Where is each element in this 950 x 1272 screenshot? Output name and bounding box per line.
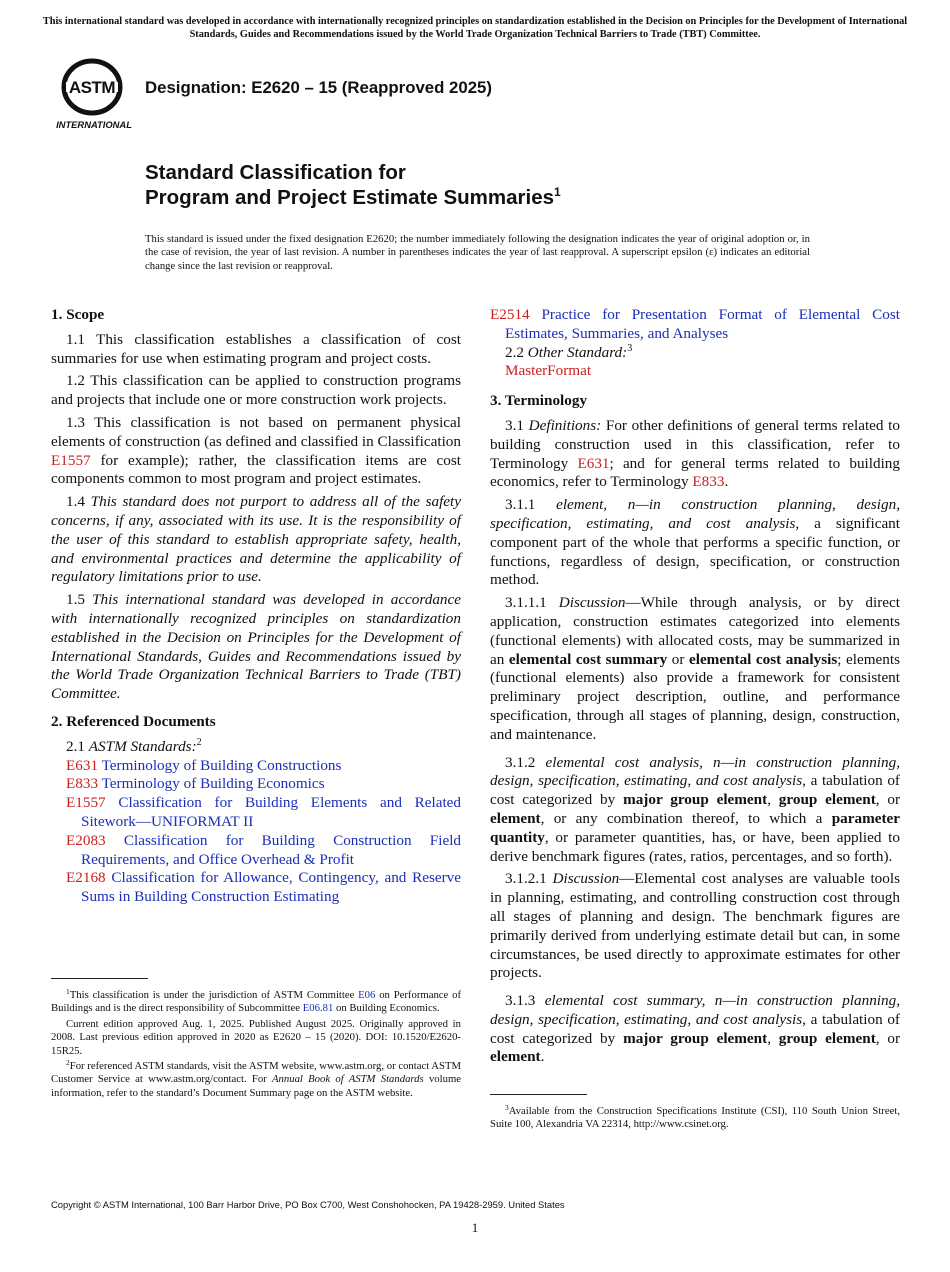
copyright-line: Copyright © ASTM International, 100 Barr Harbor Drive, PO Box C700, West Conshohocken, PA 19428-2959. United States — [51, 1199, 565, 1210]
paragraph-1-5 — [51, 591, 461, 704]
text: , — [767, 791, 779, 809]
logo-letters: ASTM — [68, 78, 116, 97]
footnote-rule-right — [490, 1094, 587, 1095]
title-line-1: Standard Classification for — [145, 161, 406, 184]
text: , or parameter quantities, has, or have, been applied to derive benchmark figures (rates, ratios, percentages, and so forth). — [490, 828, 900, 865]
paragraph-3-1-3 — [490, 992, 900, 1067]
paragraph-3-1-2 — [490, 754, 900, 867]
text: or — [667, 650, 689, 668]
footnote-3 — [490, 1105, 900, 1132]
page-number: 1 — [471, 1220, 479, 1235]
paragraph-1-1: 1.1 This classification establishes a classification of cost summaries for use when estimating program and project costs. — [51, 330, 461, 367]
link-e833[interactable]: E833 — [692, 473, 725, 491]
section-heading-scope: 1. Scope — [51, 306, 105, 323]
ref-title-link[interactable]: Terminology of Building Constructions — [101, 756, 342, 774]
text: Other Standard: — [527, 343, 628, 361]
text: —Elemental cost analyses are valuable tools in planning, estimating, and controlling construction cost through all stages of planning and design. The benchmark figures are primarily derived from underlying estimate detail but can, in some circumstances, be used directly to approximate estimates for other projects. — [490, 870, 900, 982]
text: , a tabulation of cost categorized by — [490, 1010, 900, 1047]
text: 3.1.1 — [505, 496, 557, 514]
bold-term: elemental cost summary — [508, 650, 668, 668]
text: 2.2 — [505, 343, 528, 361]
text: for example); rather, the classification items are cost components common to most program and project estimates. — [51, 451, 461, 488]
text: 1.4 — [66, 493, 91, 511]
text: 1.5 — [66, 591, 93, 609]
text: , or any combination thereof, to which a — [540, 809, 832, 827]
ref-code-link[interactable]: E833 — [66, 775, 99, 793]
ref-code-link[interactable]: E1557 — [66, 794, 106, 812]
title-line-2 — [145, 185, 561, 210]
text: 3.1.3 — [505, 992, 545, 1010]
text: 1.3 This classification is not based on permanent physical elements of construction (as defined and classified in Classification — [51, 413, 461, 450]
ref-item — [475, 306, 900, 344]
text: 3.1.1.1 — [505, 594, 559, 612]
bold-term: element — [490, 809, 541, 827]
text: 3.1.2 — [505, 753, 546, 771]
footnote-mark: 3 — [505, 1103, 509, 1112]
footnote-1 — [51, 989, 461, 1016]
link-e06-81[interactable]: E06.81 — [302, 1002, 334, 1015]
ref-code-link[interactable]: E2168 — [66, 869, 106, 887]
title-footnote-mark: 1 — [554, 185, 561, 199]
issuance-note: This standard is issued under the fixed designation E2620; the number immediately following the designation indicates the year of original adoption or, in the case of revision, the year of last revision. A number in parentheses indicates the year of last reapproval. A superscript epsilon (ε) indicates an editorial change since the last revision or reapproval. — [145, 233, 810, 272]
text: For referenced ASTM standards, visit the ASTM website, www.astm.org, or contact ASTM Customer Service at www.astm.org/contact. For — [51, 1060, 461, 1086]
paragraph-3-1-2-1 — [490, 870, 900, 983]
ref-code-link[interactable]: E631 — [66, 756, 99, 774]
text: , or — [875, 791, 901, 809]
section-heading-referenced: 2. Referenced Documents — [51, 712, 216, 730]
ref-item — [51, 832, 461, 870]
text: ; elements (functional elements) also provide a framework for consistent preliminary project description, outline, and performance specification, through all stages of planning, design, construction, and maintenance. — [490, 650, 900, 743]
document-title — [145, 160, 561, 210]
ref-item — [51, 869, 461, 907]
paragraph-1-4 — [51, 493, 461, 587]
left-column — [51, 306, 461, 907]
text: , or — [875, 1029, 901, 1047]
header-notice: This international standard was developed in accordance with internationally recognized principles on standardization established in the Decision on Principles for the Development of International Standards, Guides and Recommendations issued by the World Trade Organization Technical Barriers to Trade (TBT) Committee. — [42, 16, 908, 40]
text: For other definitions of general terms related to building construction used in this classification, refer to Terminology — [490, 416, 900, 472]
ref-item — [51, 775, 461, 794]
footnote-mark: 3 — [627, 342, 633, 354]
footnote-mark: 1 — [66, 987, 70, 996]
footnotes-right — [490, 1105, 900, 1134]
ref-code-link[interactable]: E2514 — [490, 306, 530, 323]
text: , a significant component part of the whole that performs a specific function, or functions, regardless of design, specification, or construction method. — [490, 514, 900, 589]
bold-term: elemental cost analysis — [688, 650, 838, 668]
designation: Designation: E2620 – 15 (Reapproved 2025) — [145, 78, 492, 97]
text: ; and for general terms related to building economics, refer to Terminology — [490, 454, 900, 491]
text: , — [767, 1029, 779, 1047]
ref-title-link[interactable]: Classification for Building Construction Field Requirements, and Office Overhead & Profit — [81, 831, 462, 868]
astm-standards-label — [51, 738, 461, 757]
footnote-mark: 2 — [66, 1058, 70, 1068]
bold-term: major group element — [623, 791, 768, 809]
text: Discussion — [552, 870, 620, 888]
text: Annual Book of ASTM Standards — [272, 1073, 424, 1086]
text: This international standard was developed in accordance with internationally recognized principles on standardization established in the Decision on Principles for the Development of International Standards, Guides and Recommendations issued by the World Trade Organization Technical Barriers to Trade (TBT) Committee. — [51, 591, 462, 703]
link-masterformat[interactable]: MasterFormat — [505, 362, 592, 380]
footnotes-left — [51, 989, 461, 1102]
other-standard-label — [490, 344, 900, 363]
text: 3.1 — [505, 416, 529, 434]
term: element, n—in construction planning, design, specification, estimating, and cost analysis — [490, 496, 900, 532]
paragraph-1-2: 1.2 This classification can be applied to construction programs and projects that include one or more construction work projects. — [51, 372, 461, 409]
text: This standard does not purport to address all of the safety concerns, if any, associated with its use. It is the responsibility of the user of this standard to establish appropriate safety, health, and environmental practices and determine the applicability of regulatory limitations prior to use. — [51, 493, 462, 586]
link-e06[interactable]: E06 — [358, 989, 376, 1001]
text: Definitions: — [528, 416, 602, 434]
ref-title-link[interactable]: Classification for Building Elements and Related Sitework—UNIFORMAT II — [81, 794, 461, 830]
text: , a tabulation of cost categorized by — [490, 772, 900, 809]
paragraph-3-1-1 — [490, 496, 900, 590]
text: 3.1.2.1 — [505, 870, 553, 888]
ref-item — [51, 757, 461, 776]
text: Available from the Construction Specifications Institute (CSI), 110 South Union Street, Suite 100, Alexandria VA 22314, http://www.csinet.org. — [490, 1105, 900, 1131]
term: elemental cost summary, n—in construction planning, design, specification, estimating, and cost analysis — [490, 992, 900, 1028]
logo-word: INTERNATIONAL — [56, 119, 132, 130]
bold-term: major group element — [623, 1029, 768, 1047]
ref-code-link[interactable]: E2083 — [66, 831, 106, 849]
edition-note: Current edition approved Aug. 1, 2025. Published August 2025. Originally approved in 2008. Last previous edition approved in 2020 as E2620 – 15 (2020). DOI: 10.1520/E2620-15R25. — [51, 1017, 461, 1057]
text: volume information, refer to the standard’s Document Summary page on the ASTM website. — [51, 1073, 462, 1099]
footnote-mark: 2 — [196, 736, 202, 748]
ref-title-link[interactable]: Terminology of Building Economics — [101, 775, 325, 793]
title-line-2-text: Program and Project Estimate Summaries — [145, 186, 555, 209]
paragraph-3-1 — [490, 417, 900, 492]
text: 2.1 — [66, 737, 89, 755]
ref-title-link[interactable]: Practice for Presentation Format of Elemental Cost Estimates, Summaries, and Analyses — [505, 306, 901, 342]
text: on Building Economics. — [333, 1002, 440, 1015]
link-e1557[interactable]: E1557 — [51, 451, 91, 469]
astm-logo — [52, 58, 136, 130]
section-heading-terminology: 3. Terminology — [490, 392, 588, 410]
text: —While through analysis, or by direct application, construction estimates categorized into elements (functional elements) with allocated costs, may be summarized in an — [490, 594, 900, 668]
bold-term: group element — [778, 1029, 876, 1047]
text: on Performance of Buildings and is the direct responsibility of Subcommittee — [51, 989, 461, 1015]
ref-title-link[interactable]: Classification for Allowance, Contingency, and Reserve Sums in Building Construction Estimating — [81, 869, 461, 906]
link-e631[interactable]: E631 — [577, 454, 610, 472]
bold-term: group element — [778, 791, 876, 809]
text: ASTM Standards: — [88, 737, 197, 755]
text: This classification is under the jurisdiction of ASTM Committee — [69, 989, 359, 1001]
right-column — [490, 306, 900, 1071]
bold-term: parameter quantity — [490, 809, 900, 846]
text: . — [724, 473, 729, 491]
ref-item — [51, 794, 461, 832]
bold-term: element — [490, 1048, 541, 1066]
paragraph-1-3 — [51, 414, 461, 489]
term: elemental cost analysis, n—in construction planning, design, specification, estimating, and cost analysis — [490, 753, 900, 790]
footnote-rule-left — [51, 978, 148, 979]
footnote-2 — [51, 1060, 461, 1100]
paragraph-3-1-1-1 — [490, 594, 900, 744]
text: Discussion — [558, 594, 626, 612]
text: . — [540, 1048, 545, 1066]
